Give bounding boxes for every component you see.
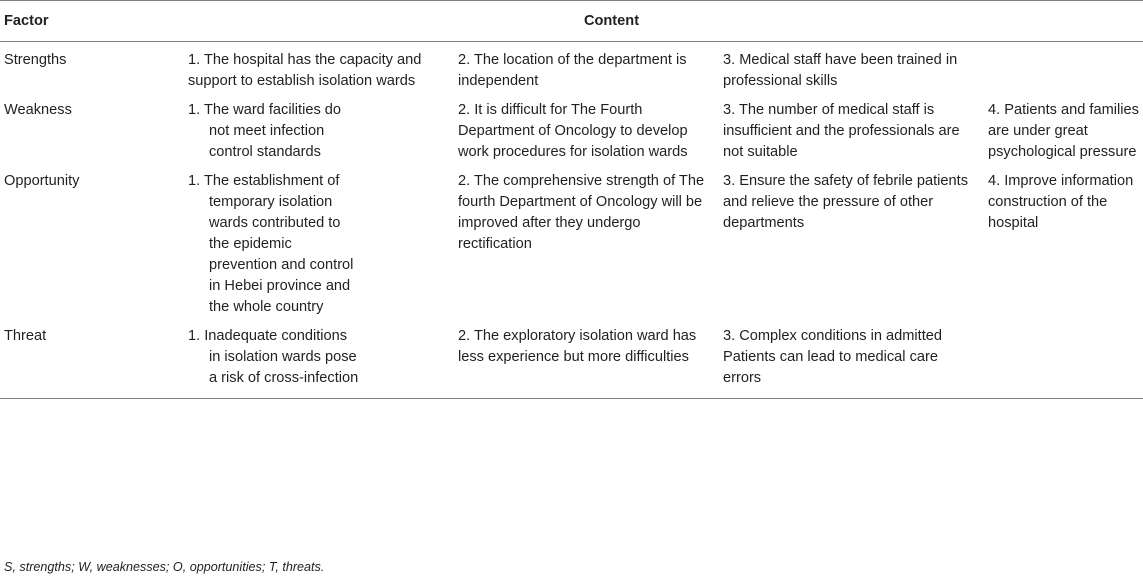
cell-text: 3. The number of medical staff is insufficient and the professionals are not suitable bbox=[723, 102, 960, 160]
content-cell bbox=[446, 42, 711, 97]
factor-label: Strengths bbox=[4, 52, 67, 68]
content-cell bbox=[711, 322, 976, 399]
factor-label: Weakness bbox=[4, 102, 72, 118]
content-cell bbox=[976, 322, 1143, 399]
cell-text: 2. The exploratory isolation ward has less experience but more difficulties bbox=[458, 328, 697, 365]
table-row-strengths bbox=[0, 42, 1143, 97]
cell-text: 2. The comprehensive strength of The fourth Department of Oncology will be improved after they undergo rectification bbox=[458, 173, 705, 252]
content-cell bbox=[446, 96, 711, 167]
content-cell bbox=[711, 167, 976, 322]
content-cell bbox=[176, 42, 446, 97]
cell-text: 4. Patients and families are under great psychological pressure bbox=[988, 102, 1139, 160]
table-row-opportunity bbox=[0, 167, 1143, 322]
content-cell bbox=[176, 322, 446, 399]
content-cell bbox=[446, 322, 711, 399]
header-factor: Factor bbox=[4, 13, 49, 29]
content-cell bbox=[176, 167, 446, 322]
factor-label: Opportunity bbox=[4, 173, 80, 189]
table-footnote: S, strengths; W, weaknesses; O, opportunities; T, threats. bbox=[4, 560, 325, 574]
header-content: Content bbox=[583, 13, 640, 29]
factor-label: Threat bbox=[4, 328, 47, 344]
cell-text: 1. The ward facilities do not meet infection control standards bbox=[188, 102, 342, 160]
cell-text: 1. The hospital has the capacity and support to establish isolation wards bbox=[188, 52, 422, 89]
cell-text: 1. The establishment of temporary isolation wards contributed to the epidemic prevention and control in Hebei province and the whole country bbox=[188, 173, 354, 315]
header-row bbox=[0, 1, 1143, 42]
cell-text: 3. Ensure the safety of febrile patients and relieve the pressure of other departments bbox=[723, 173, 968, 231]
content-cell bbox=[446, 167, 711, 322]
content-cell bbox=[976, 167, 1143, 322]
table-row-weakness bbox=[0, 96, 1143, 167]
cell-text: 4. Improve information construction of the hospital bbox=[988, 173, 1134, 231]
cell-text: 2. The location of the department is independent bbox=[458, 52, 687, 89]
content-cell bbox=[976, 42, 1143, 97]
cell-text: 3. Complex conditions in admitted Patients can lead to medical care errors bbox=[723, 328, 943, 386]
cell-text: 3. Medical staff have been trained in professional skills bbox=[723, 52, 958, 89]
table-row-threat bbox=[0, 322, 1143, 399]
content-cell bbox=[711, 96, 976, 167]
content-cell bbox=[976, 96, 1143, 167]
cell-text: 1. Inadequate conditions in isolation wards pose a risk of cross-infection bbox=[188, 328, 359, 386]
content-cell bbox=[176, 96, 446, 167]
content-cell bbox=[711, 42, 976, 97]
cell-text: 2. It is difficult for The Fourth Department of Oncology to develop work procedures for isolation wards bbox=[458, 102, 688, 160]
